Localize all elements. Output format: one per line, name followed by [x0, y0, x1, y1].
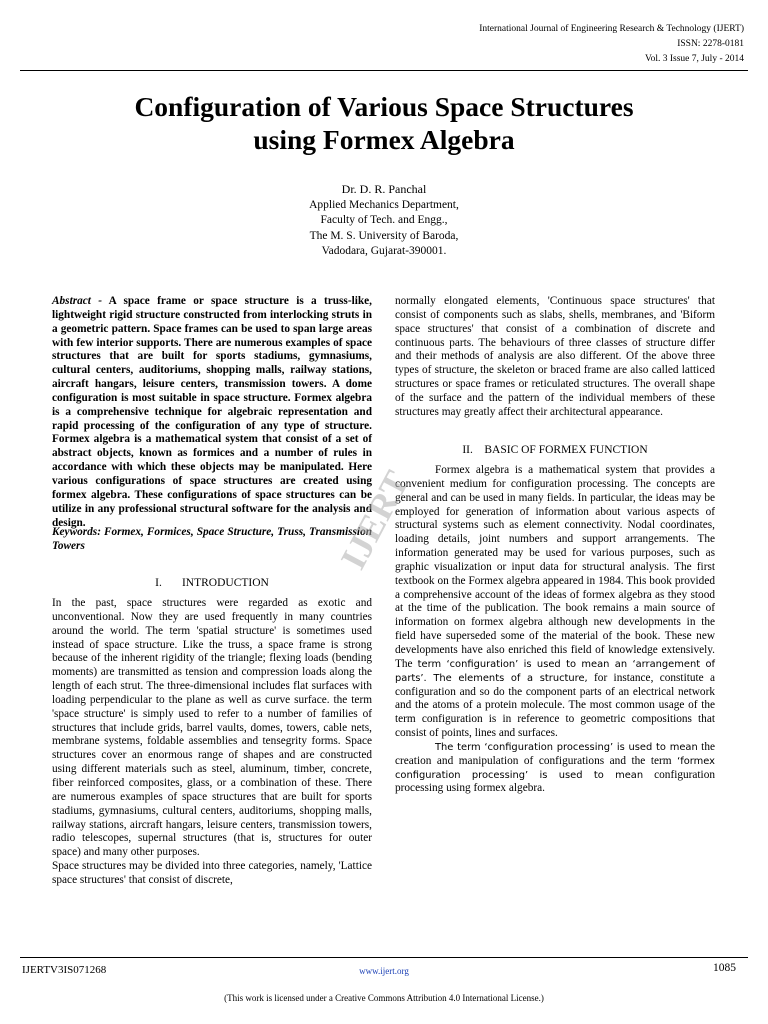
abstract: [52, 295, 372, 530]
text-run: the creation and manipulation of configurations and the term: [395, 740, 715, 767]
footer-rule: [20, 957, 748, 958]
affiliation-line: Faculty of Tech. and Engg.,: [320, 214, 448, 227]
affiliation-line: Vadodara, Gujarat-390001.: [321, 244, 447, 257]
basic-formex-body: [395, 464, 715, 796]
paper-title: [40, 90, 728, 156]
ijert-watermark: IJERT: [332, 464, 418, 576]
text-run: The term ‘configuration processing’ is used to mean: [435, 741, 698, 753]
journal-header: [324, 22, 744, 67]
author-affiliation: [0, 198, 768, 259]
abstract-text: A space frame or space structure is a truss-like, lightweight rigid structure constructed from interlocking struts in a geometric pattern. Space frames can be used to span large areas with few interior supports. There are numerous examples of space structures that are built for sports stadiums, gymnasiums, cultural centers, auditoriums, shopping malls, railway stations, aircraft hangars, leisure centers, transmission towers. A dome configuration is most suitable in space structure. Formex algebra is a comprehensive technique for algebraic representation and rapid processing of the configuration of any type of structure. Formex algebra is a mathematical system that consist of a set of abstract objects, known as formices and a number of rules in accordance with which these objects may be manipulated. Here various configurations of space structures are created using formex algebra. These configurations of space structures can be utilize in any professional structural software for the analysis and design.: [52, 295, 372, 529]
text-run: for instance, constitute a configuration and so do the component parts of an electrical network and the atoms of a protein molecule. The most common usage of the term configuration is in reference to geometric compositions that consist of points, lines and surfaces.: [395, 671, 716, 740]
paragraph: normally elongated elements, 'Continuous space structures' that consist of components such as slabs, shells, membranes, and 'Biform space structures' that consist of a combination of discrete and continuous parts. The behaviours of three classes of structure differ and their methods of analysis are also different. Of the above three types of structure, the skeleton or braced frame are also called latticed structures or space frames or reticulated structures. The overall shape of the surface and the pattern of the individual members of these structures may greatly affect their architectural appearance.: [395, 295, 715, 418]
section-heading-basic-formex: II. BASIC OF FORMEX FUNCTION: [462, 444, 648, 456]
paragraph: Space structures may be divided into three categories, namely, 'Lattice space structures' that consist of discrete,: [52, 860, 372, 886]
text-run: term ‘configuration’ is used to mean an ‘arrangement of parts’. The elements of a structure,: [395, 658, 715, 684]
paper-code: IJERTV3IS071268: [22, 964, 107, 976]
journal-name: International Journal of Engineering Research & Technology (IJERT): [479, 24, 744, 34]
text-run: ‘formex configuration processing’ is used to mean: [395, 755, 715, 781]
affiliation-line: Applied Mechanics Department,: [309, 199, 459, 211]
page-number: 1085: [713, 962, 736, 974]
paragraph: [395, 464, 715, 741]
affiliation-line: The M. S. University of Baroda,: [309, 229, 459, 242]
introduction-body: [52, 597, 372, 888]
title-line-1: Configuration of Various Space Structures: [134, 91, 634, 122]
license-notice: (This work is licensed under a Creative Commons Attribution 4.0 International License.): [224, 993, 544, 1003]
issn: ISSN: 2278-0181: [677, 39, 744, 49]
website-link[interactable]: www.ijert.org: [359, 966, 409, 976]
author-name: Dr. D. R. Panchal: [341, 182, 427, 196]
volume-issue: Vol. 3 Issue 7, July - 2014: [644, 54, 744, 64]
keywords: Keywords: Formex, Formices, Space Structure, Truss, Transmission Towers: [52, 526, 372, 552]
title-line-2: using Formex Algebra: [253, 124, 515, 155]
header-rule: [20, 70, 748, 71]
paragraph: [395, 741, 715, 796]
section-heading-introduction: I. INTRODUCTION: [155, 577, 269, 589]
paragraph: In the past, space structures were regarded as exotic and unconventional. Now they are used frequently in many countries around the world. The term 'spatial structure' is sometimes used instead of space structure. Like the truss, a space frame is strong because of the inherent rigidity of the triangle; flexing loads (bending moments) are transmitted as tension and compression loads along the length of each strut. The three-dimensional includes flat surfaces with loading perpendicular to the plane as well as curve surface. the term 'space structure' is simply used to refer to a number of families of structures that include grids, barrel vaults, domes, towers, cable nets, membrane systems, foldable assemblies and tensegrity forms. Space structures cover an enormous range of shapes and are constructed using different materials such as steel, aluminum, timber, concrete, fiber reinforced composites, glass, or a combination of these. There are numerous examples of space structures that are built for sports stadiums, gymnasiums, cultural centers, auditoriums, shopping malls, railway stations, aircraft hangars, leisure centers, transmission towers, radio telescopes, supernal structures (that is, structures for outer space) and many other purposes.: [52, 597, 372, 859]
right-column-continuation: [395, 295, 715, 420]
text-run: configuration processing using formex algebra.: [395, 768, 715, 795]
text-run: Formex algebra is a mathematical system that provides a convenient medium for configuration processing. The concepts are general and can be used in many fields. In particular, the ideas may be employed for generation of information about various aspects of structural systems such as element connectivity. Nodal coordinates, loading details, joint numbers and support arrangements. The information generated may be used for various purposes, such as graphic visualization or input data for structural analysis. The first textbook on the Formex algebra appeared in 1984. This book provided a comprehensive account of the ideas of formex algebra as they stood at the time of the publication. The book remains a main source of information on formex algebra although new developments in the field have superseded some of the material of the book. These new developments have also enriched this field of knowledge extensively. The: [395, 464, 715, 670]
abstract-label: Abstract -: [52, 295, 102, 307]
